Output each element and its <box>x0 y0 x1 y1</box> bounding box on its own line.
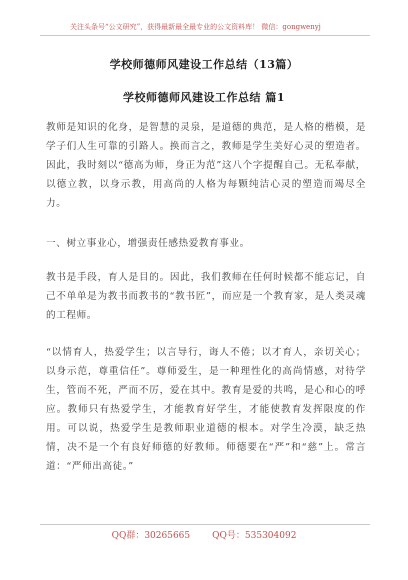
footer-qq: QQ号：535304092 <box>212 531 297 541</box>
paragraph-3: 教书是手段，育人是目的。因此，我们教师在任何时候都不能忘记，自己不单单是为教书而教书的“教书匠”，而应是一个教育家，是人类灵魂的工程师。 <box>46 272 366 321</box>
footer <box>0 528 408 541</box>
header-divider <box>40 35 370 36</box>
footer-divider <box>40 524 370 525</box>
footer-qq-group: QQ群：30265665 <box>111 531 191 541</box>
section-title: 学校师德师风建设工作总结 篇1 <box>123 91 285 104</box>
header-banner: 关注头条号“公文研究”，获得最新最全最专业的公文资料库！ 微信：gongwenyj <box>70 23 321 31</box>
paragraph-2: 一、树立事业心，增强责任感热爱教育事业。 <box>46 238 250 249</box>
document-title: 学校师德师风建设工作总结（13篇） <box>109 58 299 71</box>
paragraph-4: “以情育人，热爱学生；以言导行，诲人不倦；以才育人，亲切关心；以身示范，尊重信任”。尊师爱生，是一种理性化的高尚情感，对待学生，管而不死，严而不厉，爱在其中。教育是爱的共鸣，是心和心的呼应。教师只有热爱学生，才能教育好学生，才能使教育发挥限度的作用。可以说，热爱学生是教师职业道德的根本。对学生冷漠，缺乏热情，决不是一个有良好师德的好教师。师德要在“严”和“慈”上。常言道：“严师出高徒。” <box>46 347 366 472</box>
paragraph-1: 教师是知识的化身，是智慧的灵泉，是道德的典范，是人格的楷模，是学子们人生可靠的引路人。换而言之，教师是学生美好心灵的塑造者。因此，我时刻以“德高为师，身正为范”这八个字提醒自己。无私奉献，以德立教，以身示教，用高尚的人格为每颗纯洁心灵的塑造而竭尽全力。 <box>46 122 366 209</box>
